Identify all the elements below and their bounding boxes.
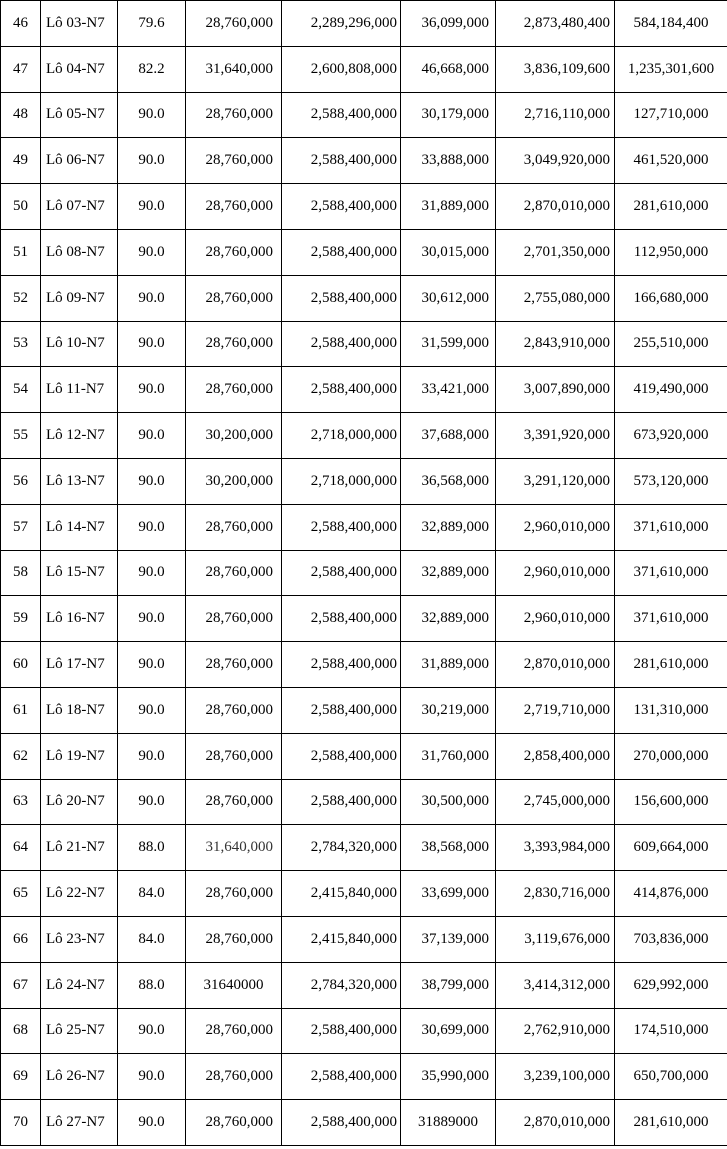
row-number-cell: 67 [1,962,41,1008]
row-number-cell: 68 [1,1008,41,1054]
unit-price-cell: 28,760,000 [186,367,282,413]
fee-cell: 32,889,000 [401,504,496,550]
final-value-cell: 2,762,910,000 [496,1008,615,1054]
fee-cell: 35,990,000 [401,1054,496,1100]
table-row [1,916,727,962]
area-cell: 90.0 [118,596,186,642]
final-value-cell: 2,719,710,000 [496,687,615,733]
fee-cell: 31,599,000 [401,321,496,367]
table-row [1,825,727,871]
final-value-cell: 2,960,010,000 [496,596,615,642]
unit-price-cell: 28,760,000 [186,229,282,275]
area-cell: 90.0 [118,1054,186,1100]
row-number-cell: 49 [1,138,41,184]
area-cell: 82.2 [118,46,186,92]
lot-name-cell: Lô 11-N7 [41,367,118,413]
table-row [1,1054,727,1100]
area-cell: 90.0 [118,458,186,504]
table-row [1,275,727,321]
total-value-cell: 2,718,000,000 [282,413,401,459]
lot-name-cell: Lô 04-N7 [41,46,118,92]
lot-name-cell: Lô 14-N7 [41,504,118,550]
area-cell: 84.0 [118,916,186,962]
area-cell: 90.0 [118,413,186,459]
total-value-cell: 2,588,400,000 [282,138,401,184]
lot-name-cell: Lô 10-N7 [41,321,118,367]
final-value-cell: 3,291,120,000 [496,458,615,504]
final-value-cell: 3,007,890,000 [496,367,615,413]
area-cell: 84.0 [118,871,186,917]
final-value-cell: 2,701,350,000 [496,229,615,275]
lot-name-cell: Lô 20-N7 [41,779,118,825]
table-body [1,1,727,1146]
fee-cell: 38,799,000 [401,962,496,1008]
area-cell: 88.0 [118,825,186,871]
difference-cell: 609,664,000 [615,825,727,871]
fee-cell: 36,568,000 [401,458,496,504]
difference-cell: 573,120,000 [615,458,727,504]
lot-name-cell: Lô 18-N7 [41,687,118,733]
final-value-cell: 2,843,910,000 [496,321,615,367]
row-number-cell: 47 [1,46,41,92]
unit-price-cell: 28,760,000 [186,550,282,596]
fee-cell: 32,889,000 [401,550,496,596]
difference-cell: 703,836,000 [615,916,727,962]
final-value-cell: 2,745,000,000 [496,779,615,825]
fee-cell: 46,668,000 [401,46,496,92]
table-row [1,138,727,184]
table-row [1,733,727,779]
total-value-cell: 2,784,320,000 [282,825,401,871]
lot-name-cell: Lô 23-N7 [41,916,118,962]
row-number-cell: 56 [1,458,41,504]
final-value-cell: 2,716,110,000 [496,92,615,138]
table-row [1,367,727,413]
row-number-cell: 61 [1,687,41,733]
table-row [1,1008,727,1054]
area-cell: 90.0 [118,92,186,138]
difference-cell: 255,510,000 [615,321,727,367]
total-value-cell: 2,588,400,000 [282,367,401,413]
table-row [1,458,727,504]
area-cell: 79.6 [118,1,186,47]
total-value-cell: 2,289,296,000 [282,1,401,47]
row-number-cell: 50 [1,184,41,230]
fee-cell: 37,139,000 [401,916,496,962]
difference-cell: 131,310,000 [615,687,727,733]
difference-cell: 461,520,000 [615,138,727,184]
total-value-cell: 2,588,400,000 [282,321,401,367]
row-number-cell: 64 [1,825,41,871]
difference-cell: 371,610,000 [615,596,727,642]
area-cell: 90.0 [118,733,186,779]
row-number-cell: 63 [1,779,41,825]
difference-cell: 112,950,000 [615,229,727,275]
difference-cell: 371,610,000 [615,504,727,550]
unit-price-cell: 31,640,000 [186,46,282,92]
total-value-cell: 2,588,400,000 [282,1100,401,1146]
table-row [1,184,727,230]
row-number-cell: 65 [1,871,41,917]
fee-cell: 33,699,000 [401,871,496,917]
final-value-cell: 2,873,480,400 [496,1,615,47]
total-value-cell: 2,588,400,000 [282,779,401,825]
unit-price-cell: 28,760,000 [186,504,282,550]
unit-price-cell: 28,760,000 [186,275,282,321]
table-row [1,46,727,92]
table-row [1,962,727,1008]
row-number-cell: 57 [1,504,41,550]
difference-cell: 156,600,000 [615,779,727,825]
fee-cell: 31,760,000 [401,733,496,779]
area-cell: 90.0 [118,779,186,825]
unit-price-cell: 28,760,000 [186,916,282,962]
unit-price-cell: 28,760,000 [186,642,282,688]
lot-name-cell: Lô 12-N7 [41,413,118,459]
area-cell: 88.0 [118,962,186,1008]
lot-name-cell: Lô 13-N7 [41,458,118,504]
fee-cell: 33,888,000 [401,138,496,184]
area-cell: 90.0 [118,229,186,275]
difference-cell: 673,920,000 [615,413,727,459]
final-value-cell: 3,049,920,000 [496,138,615,184]
area-cell: 90.0 [118,642,186,688]
lot-name-cell: Lô 19-N7 [41,733,118,779]
difference-cell: 371,610,000 [615,550,727,596]
fee-cell: 31,889,000 [401,642,496,688]
fee-cell: 30,219,000 [401,687,496,733]
area-cell: 90.0 [118,550,186,596]
unit-price-cell: 31640000 [186,962,282,1008]
final-value-cell: 3,239,100,000 [496,1054,615,1100]
total-value-cell: 2,415,840,000 [282,871,401,917]
unit-price-cell: 28,760,000 [186,138,282,184]
fee-cell: 32,889,000 [401,596,496,642]
row-number-cell: 70 [1,1100,41,1146]
area-cell: 90.0 [118,275,186,321]
difference-cell: 419,490,000 [615,367,727,413]
table-row [1,321,727,367]
final-value-cell: 3,393,984,000 [496,825,615,871]
total-value-cell: 2,588,400,000 [282,733,401,779]
fee-cell: 31889000 [401,1100,496,1146]
difference-cell: 281,610,000 [615,184,727,230]
area-cell: 90.0 [118,138,186,184]
total-value-cell: 2,588,400,000 [282,687,401,733]
difference-cell: 414,876,000 [615,871,727,917]
total-value-cell: 2,588,400,000 [282,1054,401,1100]
unit-price-cell: 28,760,000 [186,596,282,642]
area-cell: 90.0 [118,367,186,413]
total-value-cell: 2,588,400,000 [282,550,401,596]
final-value-cell: 2,960,010,000 [496,550,615,596]
unit-price-cell: 28,760,000 [186,321,282,367]
row-number-cell: 53 [1,321,41,367]
row-number-cell: 46 [1,1,41,47]
fee-cell: 30,015,000 [401,229,496,275]
final-value-cell: 3,119,676,000 [496,916,615,962]
difference-cell: 174,510,000 [615,1008,727,1054]
difference-cell: 270,000,000 [615,733,727,779]
lot-name-cell: Lô 03-N7 [41,1,118,47]
row-number-cell: 62 [1,733,41,779]
lot-name-cell: Lô 05-N7 [41,92,118,138]
table-row [1,413,727,459]
row-number-cell: 51 [1,229,41,275]
table-row [1,1,727,47]
final-value-cell: 2,755,080,000 [496,275,615,321]
total-value-cell: 2,588,400,000 [282,1008,401,1054]
row-number-cell: 52 [1,275,41,321]
unit-price-cell: 30,200,000 [186,458,282,504]
difference-cell: 629,992,000 [615,962,727,1008]
final-value-cell: 3,414,312,000 [496,962,615,1008]
fee-cell: 33,421,000 [401,367,496,413]
final-value-cell: 2,960,010,000 [496,504,615,550]
final-value-cell: 2,830,716,000 [496,871,615,917]
final-value-cell: 2,858,400,000 [496,733,615,779]
table-row [1,92,727,138]
unit-price-cell: 28,760,000 [186,733,282,779]
total-value-cell: 2,784,320,000 [282,962,401,1008]
total-value-cell: 2,588,400,000 [282,184,401,230]
total-value-cell: 2,600,808,000 [282,46,401,92]
unit-price-cell: 30,200,000 [186,413,282,459]
final-value-cell: 2,870,010,000 [496,1100,615,1146]
table-row [1,504,727,550]
lot-name-cell: Lô 08-N7 [41,229,118,275]
row-number-cell: 69 [1,1054,41,1100]
fee-cell: 30,500,000 [401,779,496,825]
row-number-cell: 55 [1,413,41,459]
row-number-cell: 48 [1,92,41,138]
fee-cell: 30,612,000 [401,275,496,321]
fee-cell: 36,099,000 [401,1,496,47]
difference-cell: 281,610,000 [615,1100,727,1146]
unit-price-cell: 28,760,000 [186,871,282,917]
total-value-cell: 2,588,400,000 [282,92,401,138]
row-number-cell: 66 [1,916,41,962]
total-value-cell: 2,588,400,000 [282,504,401,550]
area-cell: 90.0 [118,321,186,367]
lot-name-cell: Lô 07-N7 [41,184,118,230]
lot-name-cell: Lô 15-N7 [41,550,118,596]
lot-name-cell: Lô 24-N7 [41,962,118,1008]
row-number-cell: 60 [1,642,41,688]
lot-name-cell: Lô 09-N7 [41,275,118,321]
final-value-cell: 3,391,920,000 [496,413,615,459]
fee-cell: 30,179,000 [401,92,496,138]
area-cell: 90.0 [118,1100,186,1146]
difference-cell: 1,235,301,600 [615,46,727,92]
lot-name-cell: Lô 17-N7 [41,642,118,688]
final-value-cell: 2,870,010,000 [496,184,615,230]
final-value-cell: 2,870,010,000 [496,642,615,688]
table-row [1,596,727,642]
unit-price-cell: 28,760,000 [186,92,282,138]
unit-price-cell: 28,760,000 [186,1054,282,1100]
area-cell: 90.0 [118,1008,186,1054]
lot-name-cell: Lô 22-N7 [41,871,118,917]
difference-cell: 127,710,000 [615,92,727,138]
total-value-cell: 2,588,400,000 [282,642,401,688]
unit-price-cell: 28,760,000 [186,1100,282,1146]
lot-name-cell: Lô 21-N7 [41,825,118,871]
unit-price-cell: 28,760,000 [186,687,282,733]
lot-name-cell: Lô 25-N7 [41,1008,118,1054]
difference-cell: 650,700,000 [615,1054,727,1100]
unit-price-cell: 31,640,000 [186,825,282,871]
difference-cell: 281,610,000 [615,642,727,688]
lot-name-cell: Lô 06-N7 [41,138,118,184]
table-row [1,642,727,688]
final-value-cell: 3,836,109,600 [496,46,615,92]
table-row [1,779,727,825]
unit-price-cell: 28,760,000 [186,1008,282,1054]
lot-name-cell: Lô 27-N7 [41,1100,118,1146]
fee-cell: 31,889,000 [401,184,496,230]
difference-cell: 584,184,400 [615,1,727,47]
unit-price-cell: 28,760,000 [186,779,282,825]
area-cell: 90.0 [118,184,186,230]
total-value-cell: 2,588,400,000 [282,275,401,321]
fee-cell: 30,699,000 [401,1008,496,1054]
area-cell: 90.0 [118,504,186,550]
row-number-cell: 58 [1,550,41,596]
lot-name-cell: Lô 16-N7 [41,596,118,642]
table-row [1,687,727,733]
difference-cell: 166,680,000 [615,275,727,321]
fee-cell: 37,688,000 [401,413,496,459]
table-row [1,229,727,275]
lot-name-cell: Lô 26-N7 [41,1054,118,1100]
area-cell: 90.0 [118,687,186,733]
total-value-cell: 2,588,400,000 [282,229,401,275]
fee-cell: 38,568,000 [401,825,496,871]
total-value-cell: 2,588,400,000 [282,596,401,642]
unit-price-cell: 28,760,000 [186,184,282,230]
table-row [1,1100,727,1146]
total-value-cell: 2,415,840,000 [282,916,401,962]
table-row [1,871,727,917]
total-value-cell: 2,718,000,000 [282,458,401,504]
unit-price-cell: 28,760,000 [186,1,282,47]
row-number-cell: 59 [1,596,41,642]
table-row [1,550,727,596]
row-number-cell: 54 [1,367,41,413]
